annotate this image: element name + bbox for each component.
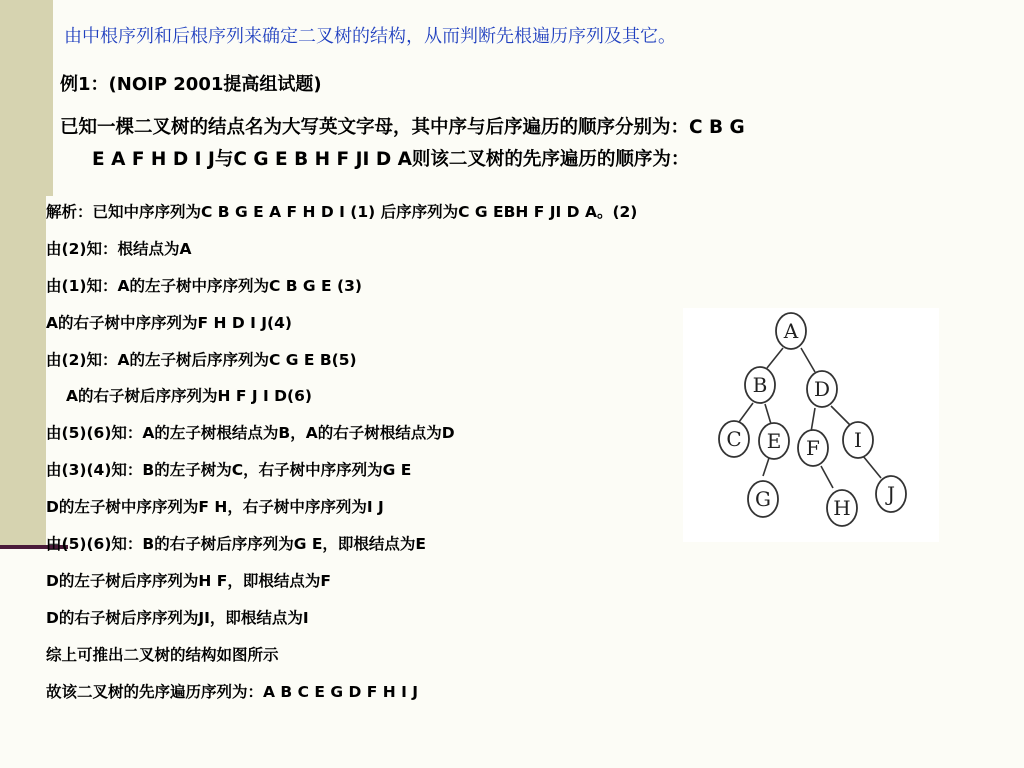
node-label: F — [806, 436, 820, 460]
edge-i-j — [863, 456, 881, 478]
example-heading: 例1：(NOIP 2001提高组试题) — [60, 74, 322, 95]
analysis-line: 由(5)(6)知：A的左子树根结点为B，A的右子树根结点为D — [46, 424, 455, 443]
node-label: C — [726, 427, 742, 451]
analysis-line: 故该二叉树的先序遍历序列为：A B C E G D F H I J — [46, 682, 419, 701]
analysis-line: 由(5)(6)知：B的右子树后序序列为G E，即根结点为E — [46, 535, 427, 554]
analysis-line: D的左子树中序序列为F H，右子树中序序列为I J — [46, 498, 384, 517]
binary-tree-diagram — [683, 308, 939, 542]
node-label: J — [886, 482, 896, 506]
analysis-line: A的右子树后序序列为H F J I D(6) — [66, 387, 312, 406]
node-label: A — [783, 319, 799, 343]
analysis-line: A的右子树中序序列为F H D I J(4) — [46, 313, 292, 332]
node-label: I — [854, 428, 862, 452]
analysis-line: 由(3)(4)知：B的左子树为C，右子树中序序列为G E — [46, 461, 412, 480]
problem-line-2: E A F H D I J与C G E B H F JI D A则该二叉树的先序遍历的顺序为： — [92, 149, 690, 170]
edge-f-h — [821, 466, 833, 488]
analysis-line: 综上可推出二叉树的结构如图所示 — [46, 645, 279, 664]
edge-d-f — [811, 408, 815, 432]
left-decor-bar — [0, 0, 46, 548]
analysis-line: 由(2)知：A的左子树后序序列为C G E B(5) — [46, 350, 357, 369]
analysis-line: D的右子树后序序列为JI，即根结点为I — [46, 608, 309, 627]
slide-title: 由中根序列和后根序列来确定二叉树的结构，从而判断先根遍历序列及其它。 — [64, 26, 676, 47]
edge-d-i — [831, 406, 851, 426]
edge-a-d — [801, 348, 815, 372]
binary-tree-figure — [683, 308, 939, 542]
analysis-line: D的左子树后序序列为H F，即根结点为F — [46, 571, 331, 590]
analysis-line: 由(1)知：A的左子树中序序列为C B G E (3) — [46, 276, 362, 295]
node-label: G — [755, 487, 771, 511]
problem-line-1: 已知一棵二叉树的结点名为大写英文字母，其中序与后序遍历的顺序分别为：C B G — [60, 117, 745, 138]
analysis-block — [46, 198, 686, 714]
node-label: H — [833, 496, 851, 520]
node-label: D — [813, 377, 831, 401]
node-label: E — [766, 429, 782, 453]
analysis-line: 解析：已知中序序列为C B G E A F H D I (1) 后序序列为C G EBH F JI D A。(2) — [46, 203, 638, 221]
analysis-line: 由(2)知：根结点为A — [46, 239, 192, 258]
problem-statement — [60, 112, 1010, 176]
edge-e-g — [763, 458, 769, 476]
edge-b-e — [765, 404, 771, 424]
left-decor-bar-inner — [46, 0, 53, 196]
edge-b-c — [739, 403, 753, 422]
edge-a-b — [767, 348, 783, 368]
node-label: B — [752, 373, 768, 397]
